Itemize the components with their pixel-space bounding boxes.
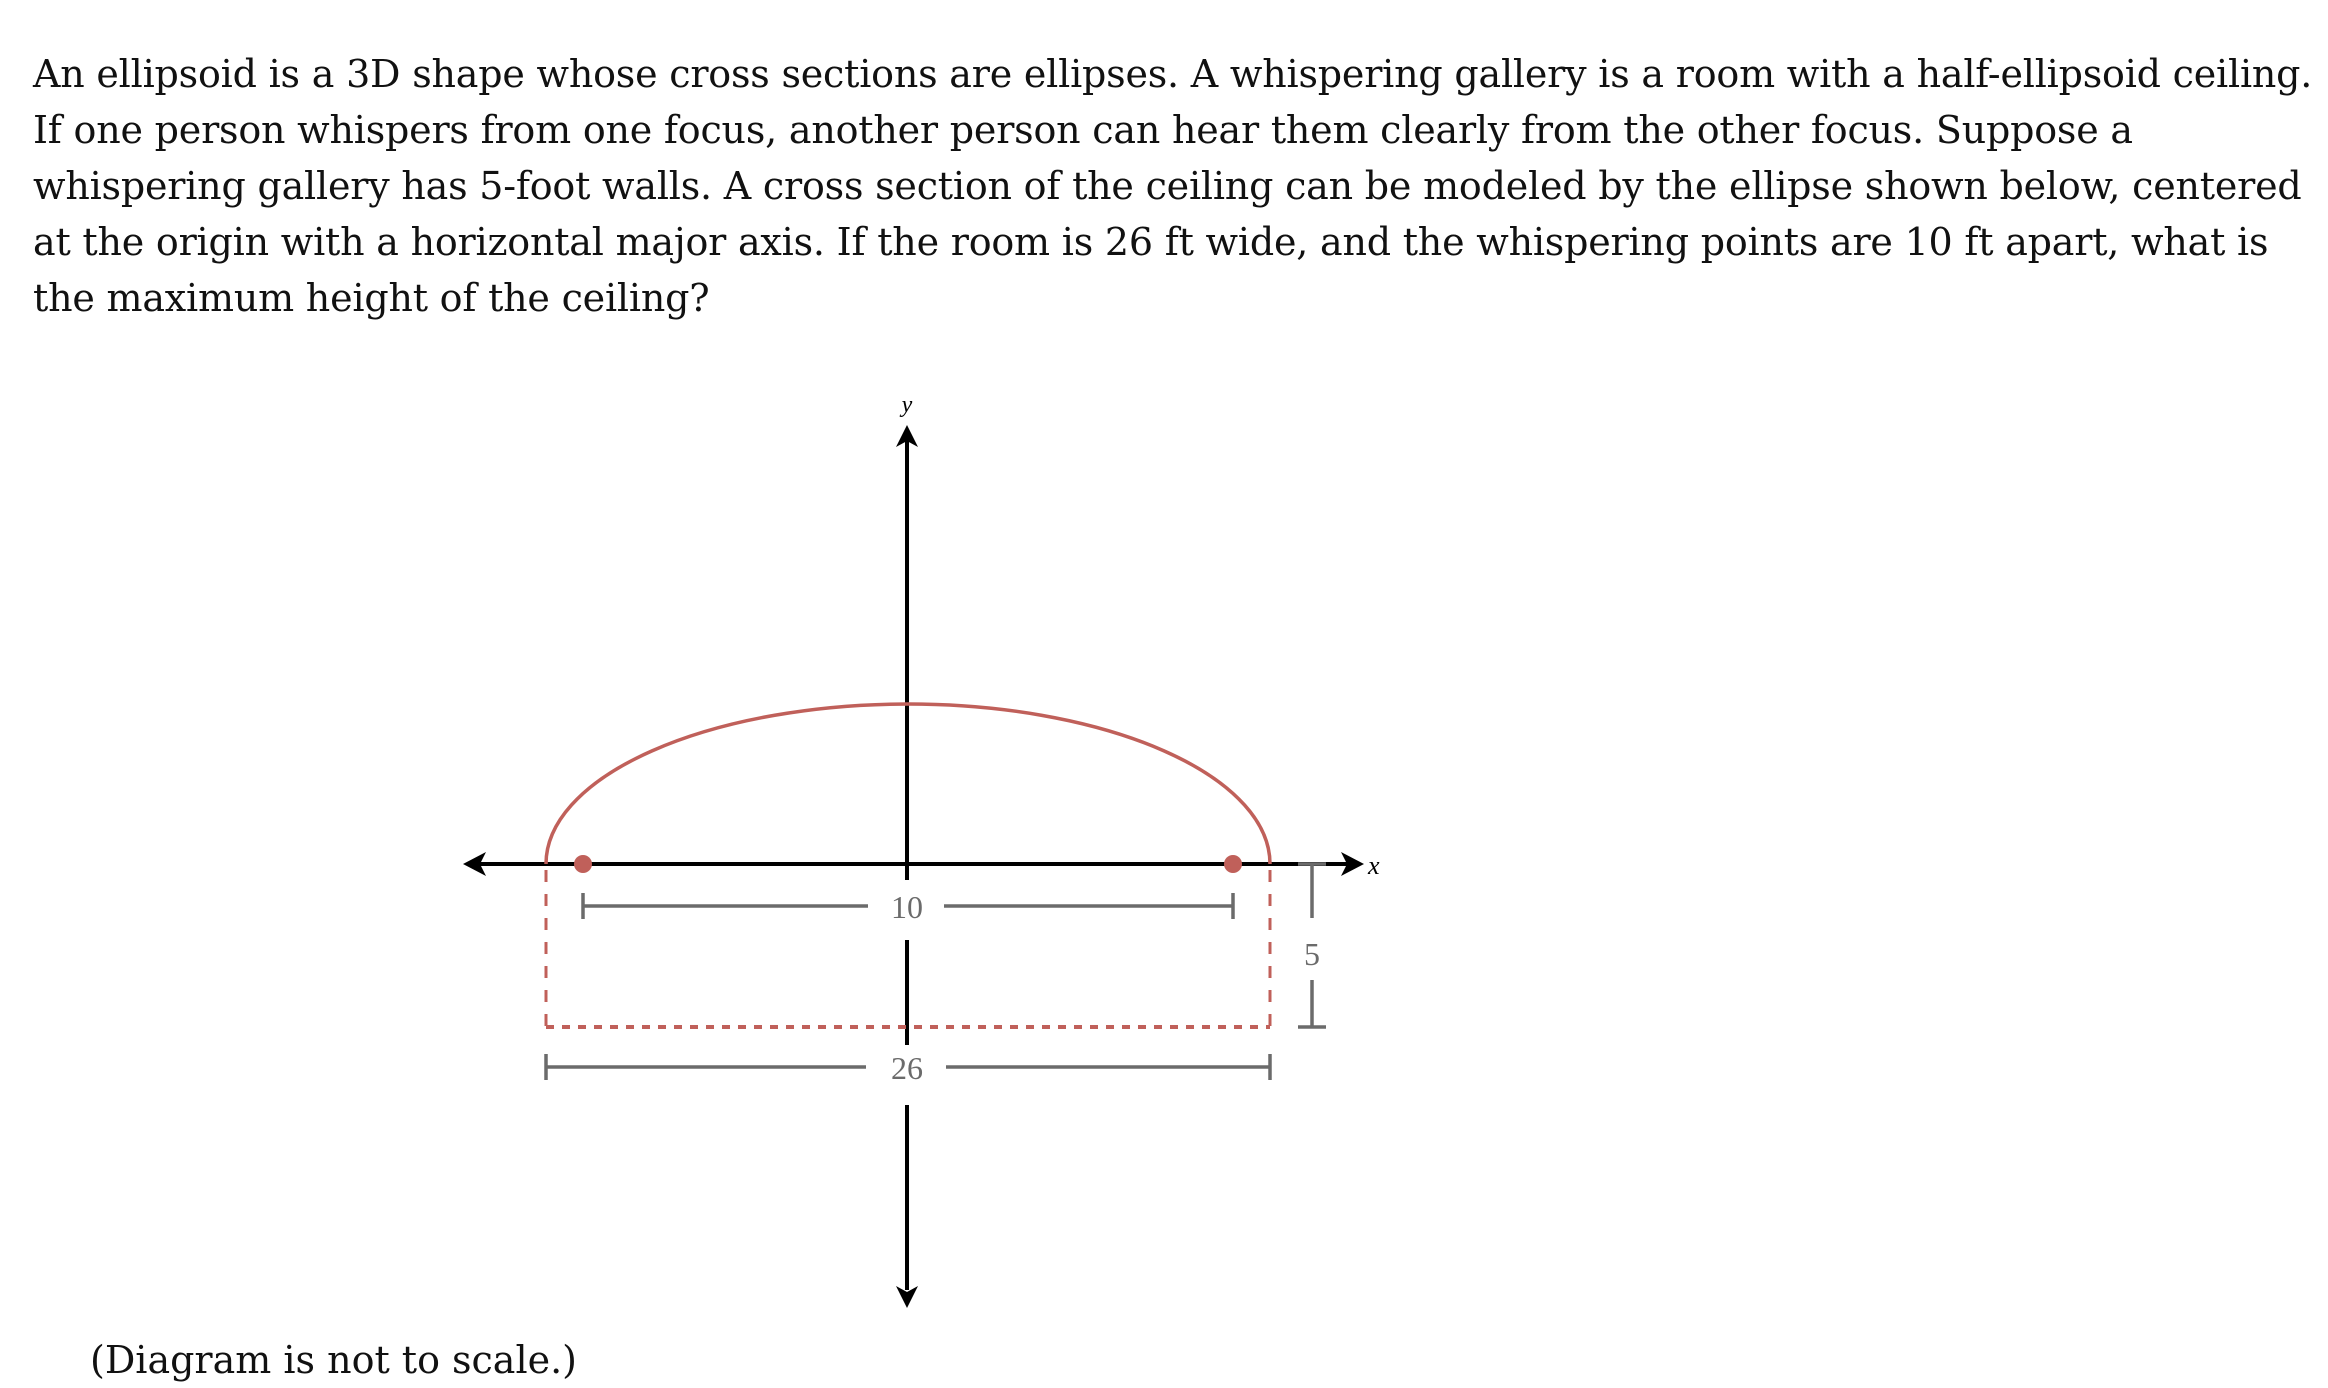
diagram-note: (Diagram is not to scale.) xyxy=(90,1338,578,1382)
x-axis-label: x xyxy=(1368,851,1380,880)
question-text: An ellipsoid is a 3D shape whose cross sections are ellipses. A whispering gallery is a room with a half-ellipsoid ceiling. If one person whispers from one focus, another person can hear them clearly from the other focus. Suppose a whispering gallery has 5-foot walls. A cross section of the ceiling can be modeled by the ellipse shown below, centered at the origin with a horizontal major axis. If the room is 26 ft wide, and the whispering points are 10 ft apart, what is the maximum height of the ceiling? xyxy=(33,52,2313,320)
focus-point-right xyxy=(1224,855,1242,873)
y-axis xyxy=(896,425,918,1308)
focus-point-left xyxy=(574,855,592,873)
y-axis-label: y xyxy=(901,392,913,418)
room-width-label: 26 xyxy=(891,1050,923,1086)
wall-height-label: 5 xyxy=(1304,936,1320,972)
foci-distance-label: 10 xyxy=(891,889,923,925)
